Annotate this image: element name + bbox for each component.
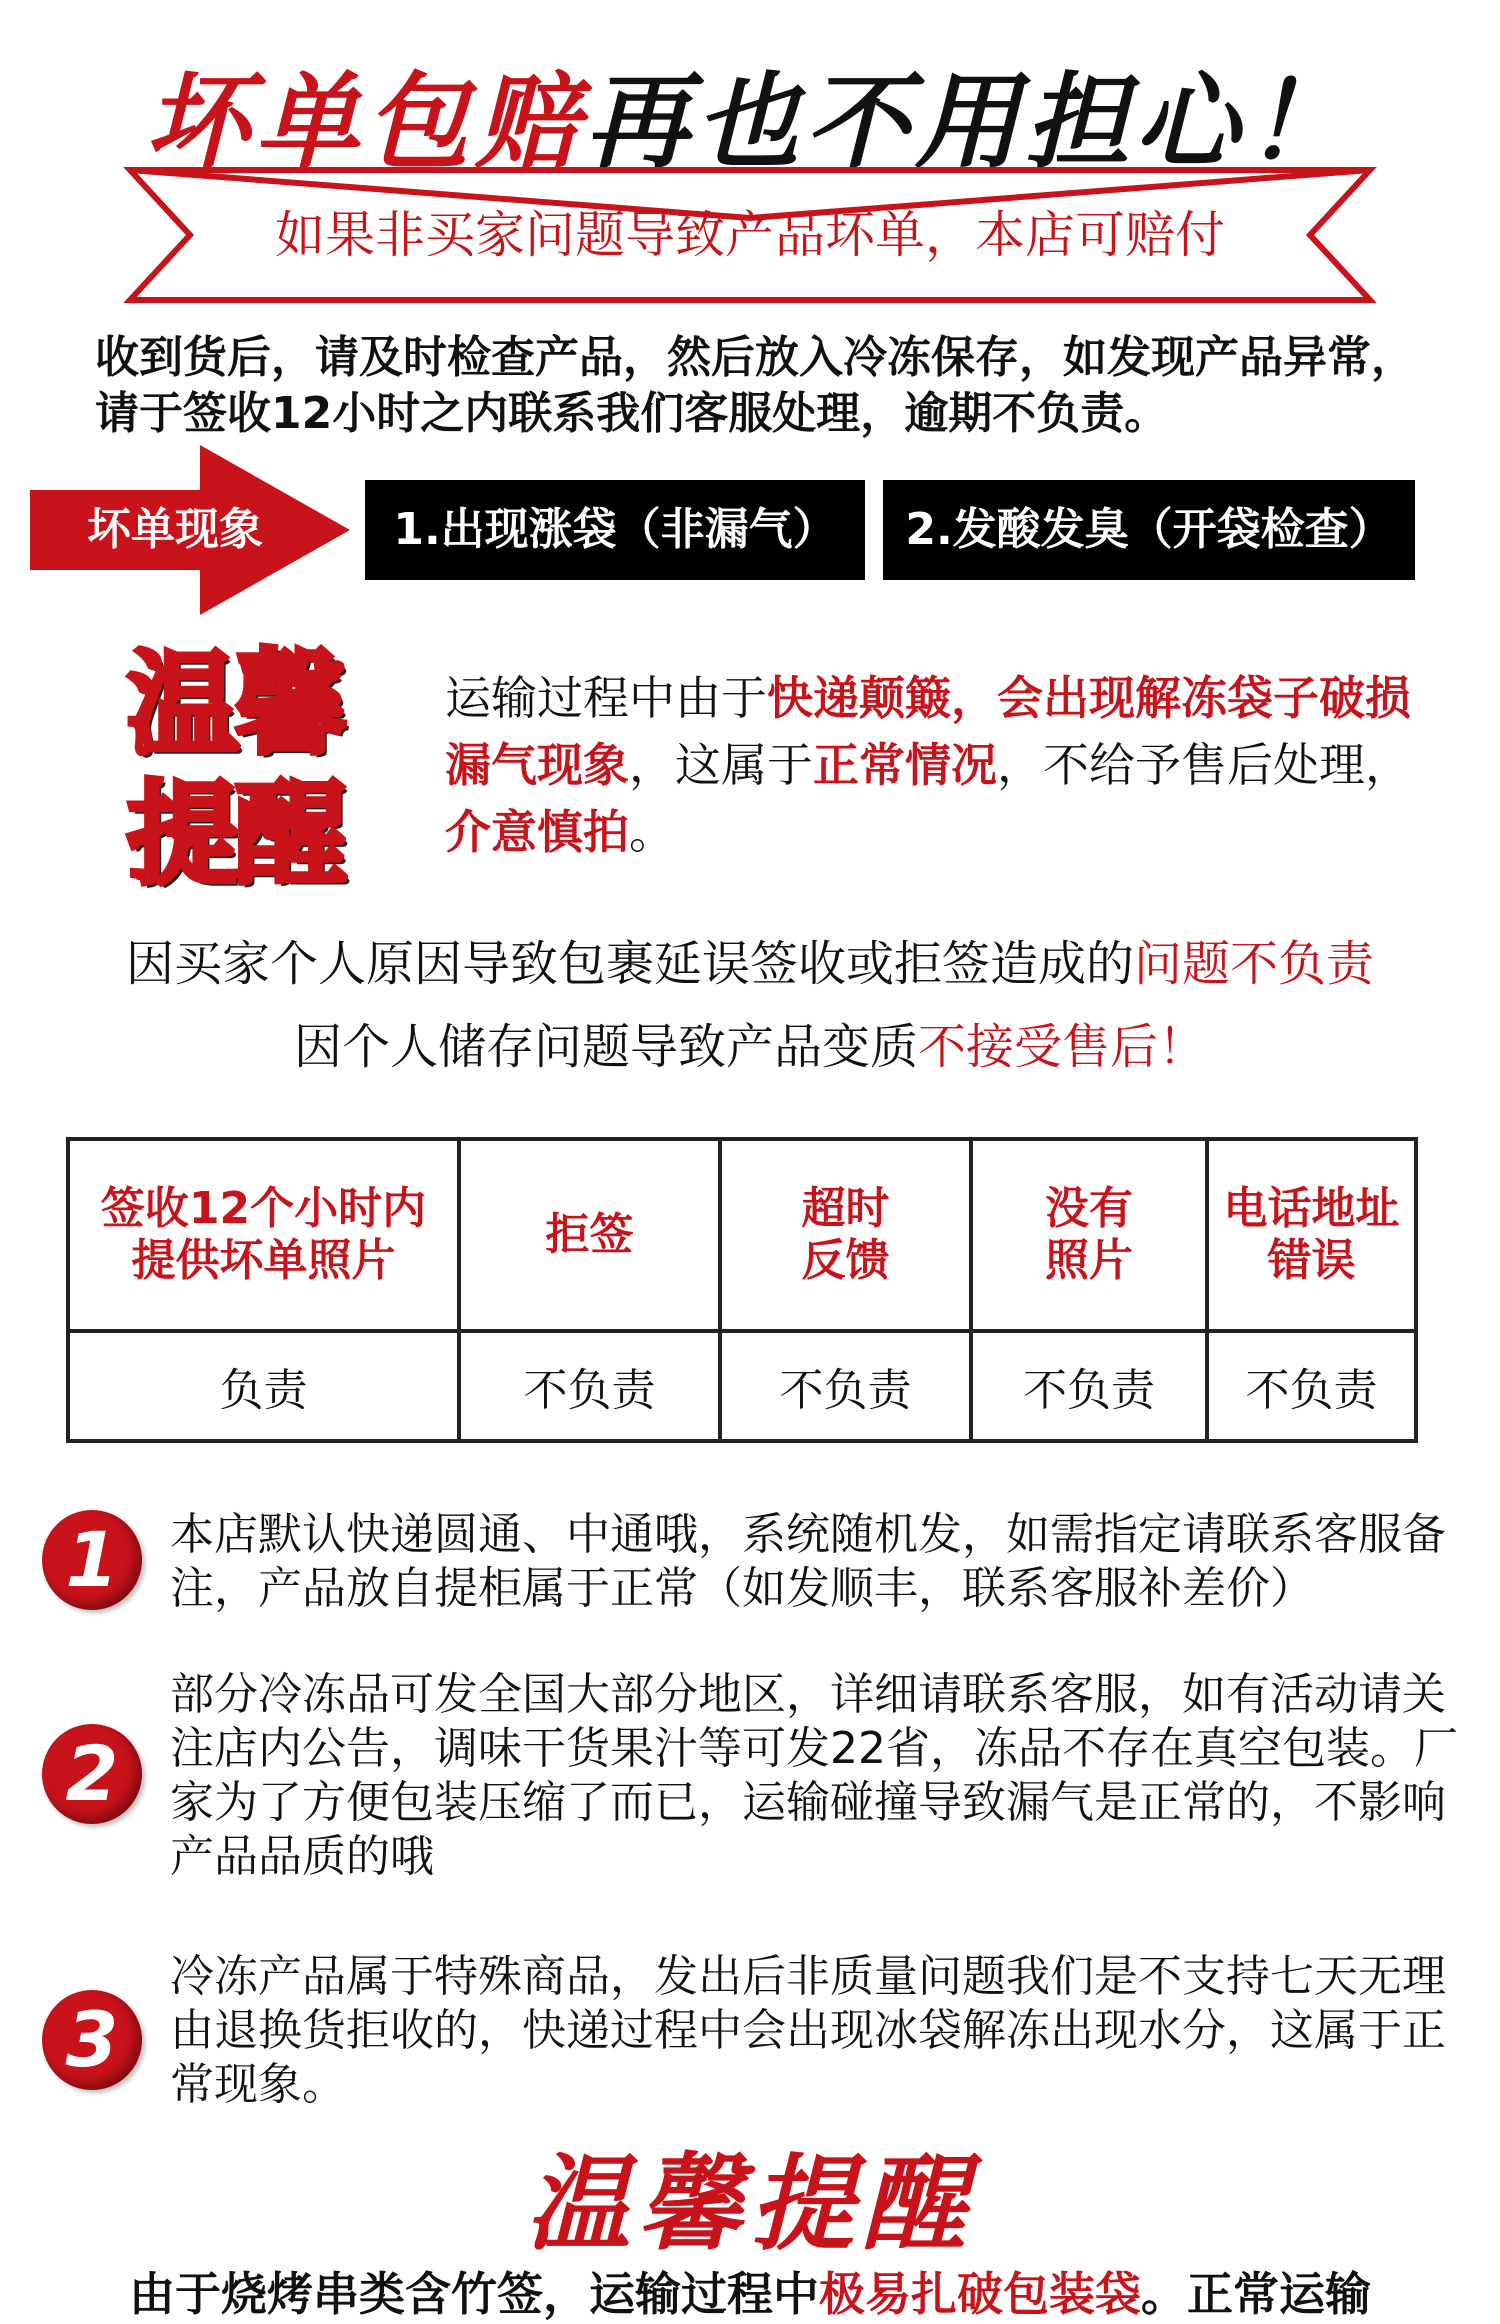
number-badge-2: 2	[42, 1724, 142, 1824]
table-cell: 不负责	[459, 1331, 720, 1441]
policy-line-text: 因买家个人原因导致包裹延误签收或拒签造成的	[125, 936, 1134, 992]
phenomenon-2: 2.发酸发臭（开袋检查）	[883, 480, 1415, 580]
table-row	[68, 1331, 1416, 1441]
table-header-row	[68, 1139, 1416, 1331]
policy-line-highlight: 不接受售后！	[918, 1019, 1207, 1075]
policy-line-1	[0, 925, 1500, 994]
notice-highlight: 快递颠簸，会出现解冻袋子破损漏气现象	[445, 671, 1411, 792]
policy-line-highlight: 问题不负责	[1134, 936, 1375, 992]
list-item-3: 冷冻产品属于特殊商品，发出后非质量问题我们是不支持七天无理由退换货拒收的，快递过程中会出现冰袋解冻出现水分，这属于正常现象。	[170, 1951, 1446, 2110]
phenomenon-1: 1.出现涨袋（非漏气）	[365, 480, 865, 580]
list-item-1: 本店默认快递圆通、中通哦，系统随机发，如需指定请联系客服备注，产品放自提柜属于正常（如发顺丰，联系客服补差价）	[170, 1509, 1446, 1614]
intro-text: 收到货后，请及时检查产品，然后放入冷冻保存，如发现产品异常，请于签收12小时之内联系我们客服处理，逾期不负责。	[95, 332, 1415, 439]
footer-text	[0, 2258, 1500, 2324]
reminder-stamp	[110, 640, 360, 900]
table-header-cell: 电话地址 错误	[1207, 1139, 1416, 1331]
table-header-cell: 拒签	[459, 1139, 720, 1331]
table-cell: 负责	[68, 1331, 459, 1441]
headline-red: 坏单包赔	[144, 61, 585, 183]
headline-black: 再也不用担心！	[585, 61, 1356, 183]
footer-title: 温馨提醒	[525, 2143, 974, 2265]
ribbon-text: 如果非买家问题导致产品坏单，本店可赔付	[275, 206, 1225, 264]
stamp-line-2: 提醒	[127, 770, 343, 900]
footer-highlight: 极易扎破包装袋	[819, 2267, 1141, 2321]
notice-part: ，不给予售后处理，	[997, 738, 1411, 792]
table-cell: 不负责	[971, 1331, 1207, 1441]
responsibility-table	[66, 1137, 1418, 1443]
notice-part: ，这属于	[629, 738, 813, 792]
stamp-line-1: 温馨	[127, 640, 343, 770]
footer-text-part: 由于烧烤串类含竹签，运输过程中	[129, 2267, 819, 2321]
notice-part: 运输过程中由于	[445, 671, 767, 725]
notice-highlight: 介意慎拍	[445, 805, 629, 859]
table-header-cell: 没有 照片	[971, 1139, 1207, 1331]
notice-highlight: 正常情况	[813, 738, 997, 792]
ribbon-banner	[110, 160, 1390, 310]
list-item-2: 部分冷冻品可发全国大部分地区，详细请联系客服，如有活动请关注店内公告，调味干货果汁等可发22省，冻品不存在真空包装。厂家为了方便包装压缩了而已，运输碰撞导致漏气是正常的，不影响产品品质的哦	[170, 1669, 1458, 1882]
table-cell: 不负责	[1207, 1331, 1416, 1441]
number-badge-1: 1	[42, 1510, 142, 1610]
phenomena-label: 坏单现象	[87, 504, 263, 555]
notice-part: 。	[629, 805, 675, 859]
table-header-cell: 超时 反馈	[720, 1139, 971, 1331]
policy-line-text: 因个人储存问题导致产品变质	[293, 1019, 918, 1075]
table-cell: 不负责	[720, 1331, 971, 1441]
policy-line-2	[0, 1008, 1500, 1077]
notice-text	[445, 665, 1445, 866]
number-badge-3: 3	[42, 1990, 142, 2090]
table-header-cell: 签收12个小时内 提供坏单照片	[68, 1139, 459, 1331]
footer-text-part: 。正常运输	[1141, 2267, 1371, 2321]
